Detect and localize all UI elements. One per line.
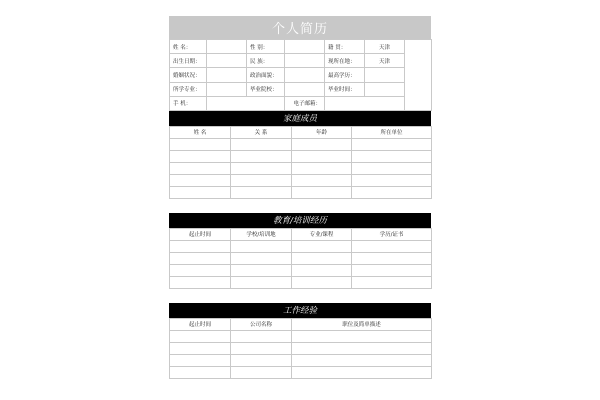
education-row — [170, 240, 432, 252]
phone-label: 手 机： — [170, 96, 207, 110]
work-row — [170, 366, 432, 378]
info-label: 姓 名： — [170, 40, 207, 54]
table-cell — [170, 330, 231, 342]
table-cell — [170, 186, 231, 198]
info-value: 天津 — [365, 54, 405, 68]
email-label: 电子邮箱： — [285, 96, 325, 110]
work-section-header: 工作经验 — [169, 303, 431, 318]
table-cell — [231, 186, 292, 198]
table-cell — [170, 150, 231, 162]
family-row — [170, 174, 432, 186]
info-value — [365, 82, 405, 96]
info-label: 毕业院校： — [247, 82, 285, 96]
info-value — [285, 68, 325, 82]
column-header: 起止时间 — [170, 318, 231, 330]
table-cell — [292, 276, 352, 288]
table-cell — [231, 330, 292, 342]
table-cell — [292, 252, 352, 264]
column-header: 所在单位 — [352, 126, 432, 138]
column-header: 专业/课程 — [292, 228, 352, 240]
info-value — [207, 68, 247, 82]
table-cell — [231, 276, 292, 288]
info-value — [365, 68, 405, 82]
info-value — [207, 40, 247, 54]
table-cell — [292, 150, 352, 162]
column-header: 年龄 — [292, 126, 352, 138]
family-row — [170, 162, 432, 174]
info-value: 天津 — [365, 40, 405, 54]
column-header: 公司名称 — [231, 318, 292, 330]
info-label: 毕业时间： — [325, 82, 365, 96]
work-row — [170, 354, 432, 366]
email-value — [325, 96, 405, 110]
table-cell — [231, 252, 292, 264]
education-row — [170, 264, 432, 276]
table-cell — [292, 186, 352, 198]
info-row — [170, 82, 432, 96]
info-value — [285, 54, 325, 68]
info-row — [170, 54, 432, 68]
table-cell — [292, 342, 432, 354]
table-cell — [352, 174, 432, 186]
info-value — [285, 82, 325, 96]
table-cell — [231, 138, 292, 150]
table-cell — [292, 240, 352, 252]
table-cell — [231, 240, 292, 252]
family-section-header: 家庭成员 — [169, 111, 431, 126]
table-cell — [170, 174, 231, 186]
column-header: 职位及简单描述 — [292, 318, 432, 330]
table-cell — [292, 264, 352, 276]
table-cell — [352, 162, 432, 174]
table-cell — [170, 240, 231, 252]
table-cell — [231, 174, 292, 186]
column-header: 起止时间 — [170, 228, 231, 240]
table-cell — [292, 162, 352, 174]
table-cell — [231, 162, 292, 174]
table-cell — [352, 150, 432, 162]
table-cell — [352, 138, 432, 150]
family-row — [170, 186, 432, 198]
education-row — [170, 252, 432, 264]
info-label: 现所在地： — [325, 54, 365, 68]
table-cell — [170, 162, 231, 174]
table-cell — [352, 276, 432, 288]
table-cell — [352, 240, 432, 252]
table-cell — [170, 366, 231, 378]
table-cell — [292, 174, 352, 186]
education-section-header: 教育/培训经历 — [169, 213, 431, 228]
table-cell — [231, 366, 292, 378]
info-label: 籍 贯： — [325, 40, 365, 54]
info-label: 最高学历： — [325, 68, 365, 82]
phone-value — [207, 96, 285, 110]
column-header: 学历/证书 — [352, 228, 432, 240]
column-header: 学校/培训地 — [231, 228, 292, 240]
table-cell — [231, 264, 292, 276]
table-cell — [231, 342, 292, 354]
table-cell — [170, 138, 231, 150]
education-header-row — [170, 228, 432, 240]
resume-sheet — [169, 16, 431, 379]
column-header: 关 系 — [231, 126, 292, 138]
family-table — [169, 126, 432, 199]
table-cell — [352, 252, 432, 264]
table-cell — [292, 138, 352, 150]
column-header: 姓 名 — [170, 126, 231, 138]
contact-row — [170, 96, 432, 110]
family-header-row — [170, 126, 432, 138]
education-row — [170, 276, 432, 288]
info-label: 性 别： — [247, 40, 285, 54]
personal-info-table — [169, 39, 432, 111]
table-cell — [170, 252, 231, 264]
table-cell — [292, 366, 432, 378]
work-row — [170, 330, 432, 342]
table-cell — [231, 150, 292, 162]
education-table — [169, 228, 432, 289]
info-label: 所学专业： — [170, 82, 207, 96]
table-cell — [170, 354, 231, 366]
table-cell — [292, 330, 432, 342]
table-cell — [231, 354, 292, 366]
table-cell — [170, 264, 231, 276]
family-row — [170, 150, 432, 162]
table-cell — [292, 354, 432, 366]
family-row — [170, 138, 432, 150]
table-cell — [352, 264, 432, 276]
info-value — [207, 82, 247, 96]
work-header-row — [170, 318, 432, 330]
info-row — [170, 68, 432, 82]
info-label: 出生日期： — [170, 54, 207, 68]
info-label: 民 族： — [247, 54, 285, 68]
info-row — [170, 40, 432, 54]
table-cell — [352, 186, 432, 198]
table-cell — [170, 342, 231, 354]
info-value — [285, 40, 325, 54]
table-cell — [170, 276, 231, 288]
info-label: 婚姻状况： — [170, 68, 207, 82]
work-row — [170, 342, 432, 354]
work-table — [169, 318, 432, 379]
info-label: 政治面貌： — [247, 68, 285, 82]
photo-cell — [405, 40, 432, 111]
info-value — [207, 54, 247, 68]
resume-title: 个人简历 — [169, 16, 431, 39]
